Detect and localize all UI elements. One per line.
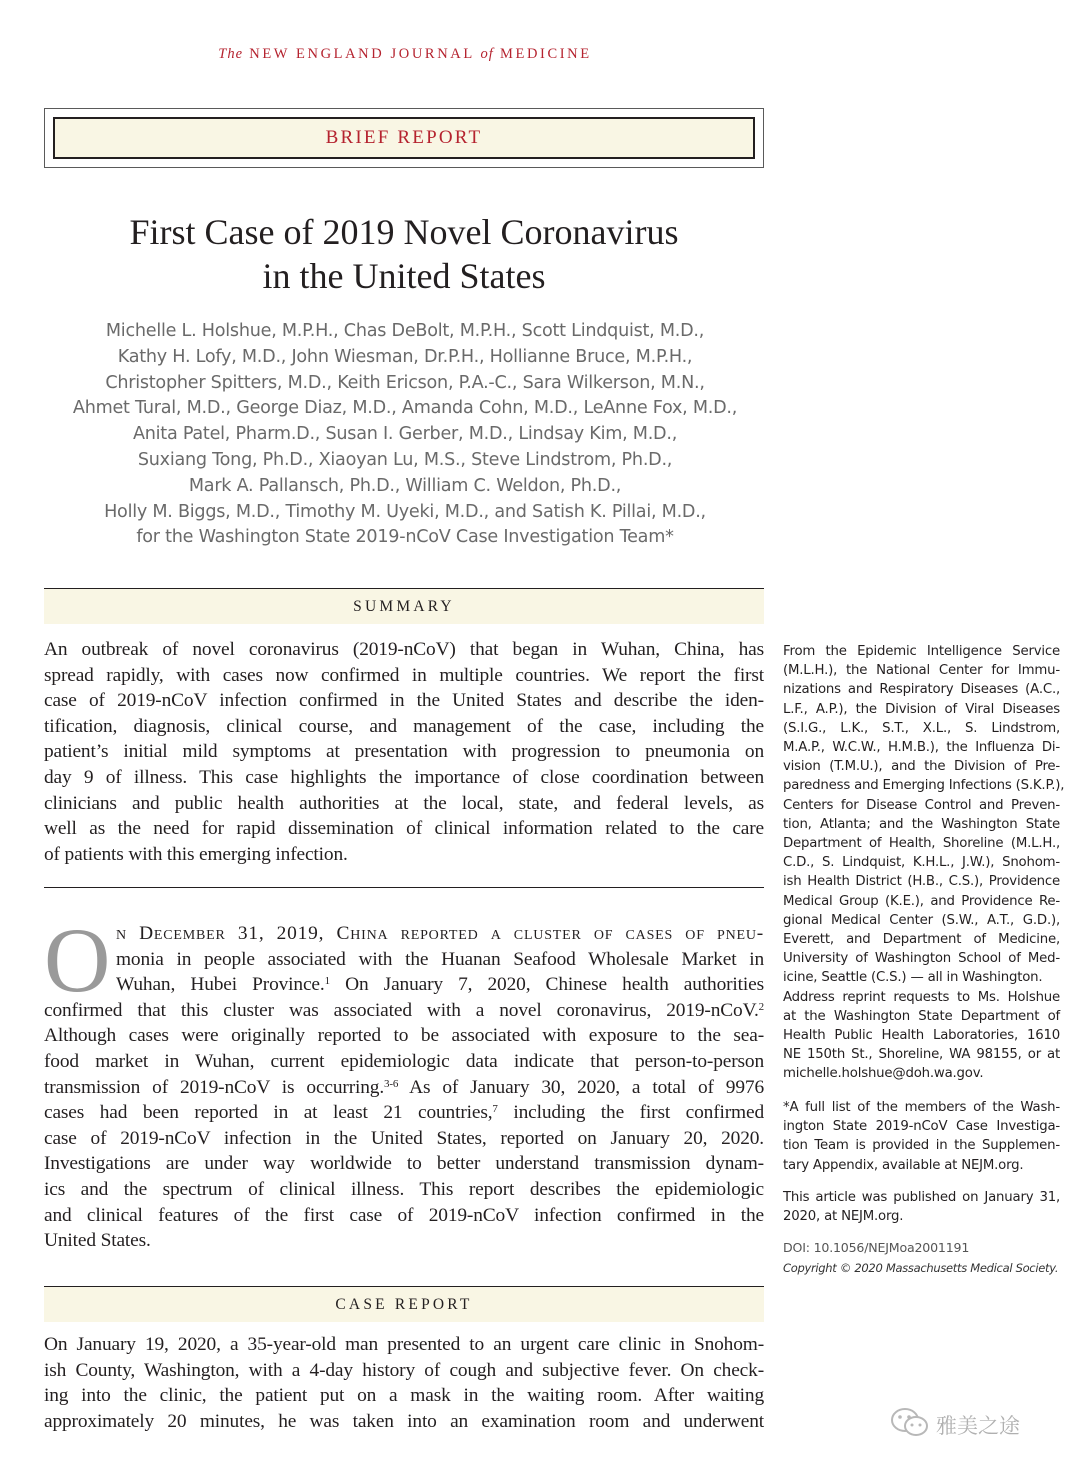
author-line: Holly M. Biggs, M.D., Timothy M. Uyeki, M.D., and Satish K. Pillai, M.D., [104, 501, 706, 522]
affiliation-line: (M.L.H.), the National Center for Immu- [783, 663, 1060, 679]
summary-line: day 9 of illness. This case highlights the importance of close coordination between [44, 766, 764, 788]
team-note-line: tary Appendix, available at NEJM.org. [783, 1157, 1024, 1173]
journal-name-part1: NEW ENGLAND JOURNAL [249, 46, 475, 62]
affiliation-line: paredness and Emerging Infections (S.K.P.), [783, 778, 1065, 794]
summary-text [44, 637, 764, 867]
intro-text: As of January 30, 2020, a total of 9976 [398, 1076, 764, 1098]
reference-marker: 2 [758, 1000, 764, 1013]
author-line: for the Washington State 2019-nCoV Case Investigation Team* [136, 527, 674, 548]
affiliations-note [783, 642, 1065, 1084]
affiliation-line: Centers for Disease Control and Preven- [783, 797, 1060, 813]
report-type-box [44, 108, 764, 168]
reprint-line: NE 150th St., Shoreline, WA 98155, or at [783, 1047, 1060, 1063]
affiliation-line: icine, Seattle (C.S.) — all in Washington. [783, 970, 1043, 986]
affiliation-line: Medical Group (K.E.), and Providence Re- [783, 893, 1060, 909]
team-note-line: *A full list of the members of the Wash- [783, 1100, 1060, 1115]
publication-note [783, 1188, 1060, 1226]
intro-line [44, 1075, 764, 1101]
reprint-line: at the Washington State Department of [783, 1008, 1060, 1024]
author-line: Kathy H. Lofy, M.D., John Wiesman, Dr.P.H., Hollianne Bruce, M.P.H., [117, 346, 693, 367]
intro-line: Although cases were originally reported to be associated with exposure to the sea- [44, 1025, 764, 1047]
affiliation-line: Everett, and Department of Medicine, [783, 932, 1060, 948]
affiliation-line: nizations and Respiratory Diseases (A.C., [783, 682, 1060, 698]
publication-line: 2020, at NEJM.org. [783, 1209, 904, 1225]
author-line: Mark A. Pallansch, Ph.D., William C. Weldon, Ph.D., [188, 475, 622, 496]
intro-text: confirmed that this cluster was associated with a novel coronavirus, 2019-nCoV. [44, 999, 759, 1021]
intro-line: Investigations are under way worldwide to better understand transmission dynam- [44, 1153, 764, 1175]
reference-marker: 1 [324, 975, 330, 988]
affiliation-line: (S.I.G., L.K., S.T., X.L., S. Lindstrom, [783, 720, 1060, 736]
intro-text: On January 7, 2020, Chinese health authorities [329, 974, 764, 996]
affiliation-line: C.D., S. Lindquist, K.H.L., J.W.), Snohom- [783, 855, 1060, 871]
summary-line: tification, diagnosis, clinical course, and management of the case, including the [44, 715, 764, 737]
case-report-line: ing into the clinic, the patient put on a mask in the waiting room. After waiting [44, 1385, 764, 1407]
intro-first-words: n December 31, 2019, China reported a cluster of cases of pneu- [116, 923, 764, 944]
reference-marker: 7 [492, 1103, 498, 1116]
summary-line: patient’s initial mild symptoms at presentation with progression to pneumonia on [44, 741, 764, 763]
affiliation-line: ish Health District (H.B., C.S.), Providence [783, 874, 1060, 890]
case-report-line: approximately 20 minutes, he was taken into an examination room and underwent [44, 1410, 764, 1432]
watermark-text: 雅美之途 [936, 1414, 1020, 1438]
intro-line: food market in Wuhan, current epidemiologic data indicate that person-to-person [44, 1050, 764, 1072]
affiliation-line: University of Washington School of Med- [783, 951, 1060, 967]
journal-name-part2: MEDICINE [500, 46, 592, 62]
affiliation-line: vision (T.M.U.), and the Division of Pre- [783, 759, 1060, 775]
intro-line [44, 1100, 764, 1126]
intro-text: cases had been reported in at least 21 countries, [44, 1102, 493, 1124]
intro-paragraph [44, 909, 764, 1254]
intro-line: United States. [44, 1230, 151, 1252]
summary-line: An outbreak of novel coronavirus (2019-nCoV) that began in Wuhan, China, has [44, 639, 764, 660]
case-report-line: On January 19, 2020, a 35-year-old man presented to an urgent care clinic in Snohom- [44, 1334, 764, 1355]
intro-line: monia in people associated with the Huanan Seafood Wholesale Market in [116, 948, 764, 970]
intro-line [44, 998, 764, 1024]
author-line: Ahmet Tural, M.D., George Diaz, M.D., Amanda Cohn, M.D., LeAnne Fox, M.D., [72, 398, 738, 419]
reprint-line: Address reprint requests to Ms. Holshue [783, 989, 1060, 1005]
intro-line: ics and the spectrum of clinical illness. This report describes the epidemiologic [44, 1178, 764, 1200]
watermark [890, 1405, 1060, 1445]
case-report-line: ish County, Washington, with a 4-day history of cough and subjective fever. On check- [44, 1359, 764, 1381]
drop-cap: O [44, 909, 111, 1011]
intro-text: Wuhan, Hubei Province. [116, 974, 325, 996]
summary-line: clinicians and public health authorities at the local, state, and federal levels, as [44, 792, 764, 814]
doi[interactable]: DOI: 10.1056/NEJMoa2001191 [783, 1240, 970, 1255]
author-line: Anita Patel, Pharm.D., Susan I. Gerber, M.D., Lindsay Kim, M.D., [132, 424, 678, 445]
summary-bottom-rule [44, 887, 764, 888]
journal-of: of [480, 46, 494, 62]
affiliation-line: L.F., A.P.), the Division of Viral Diseases [783, 701, 1060, 717]
journal-the: The [218, 46, 244, 62]
affiliation-line: Department of Health, Shoreline (M.L.H., [783, 836, 1060, 852]
team-note [783, 1098, 1060, 1175]
affiliation-line: tion, Atlanta; and the Washington State [783, 816, 1060, 832]
report-type-label: BRIEF REPORT [53, 117, 755, 159]
reprint-email[interactable]: michelle.holshue@doh.wa.gov. [783, 1066, 984, 1082]
summary-line: spread rapidly, with cases now confirmed in multiple countries. We report the first [44, 664, 764, 686]
article-title [44, 210, 764, 298]
affiliation-line: M.A.P., W.C.W., H.M.B.), the Influenza Di- [783, 740, 1060, 756]
affiliation-line: From the Epidemic Intelligence Service [783, 644, 1060, 659]
title-line: First Case of 2019 Novel Coronavirus [129, 212, 679, 252]
publication-line: This article was published on January 31, [783, 1190, 1060, 1205]
author-line: Suxiang Tong, Ph.D., Xiaoyan Lu, M.S., Steve Lindstrom, Ph.D., [137, 449, 673, 470]
team-note-line: ington State 2019-nCoV Case Investiga- [783, 1119, 1060, 1135]
case-report-text [44, 1332, 764, 1434]
summary-line: of patients with this emerging infection. [44, 843, 348, 865]
summary-line: case of 2019-nCoV infection confirmed in the United States and describe the iden- [44, 690, 764, 712]
title-line: in the United States [262, 256, 546, 296]
reference-marker: 3-6 [384, 1077, 399, 1090]
case-report-heading: CASE REPORT [44, 1286, 764, 1322]
wechat-icon [890, 1406, 930, 1445]
reprint-line: Health Public Health Laboratories, 1610 [783, 1028, 1060, 1044]
summary-line: well as the need for rapid dissemination of clinical information related to the care [44, 818, 764, 840]
author-line: Christopher Spitters, M.D., Keith Ericson, P.A.-C., Sara Wilkerson, M.N., [105, 372, 705, 393]
team-note-line: tion Team is provided in the Supplemen- [783, 1138, 1060, 1154]
author-line: Michelle L. Holshue, M.P.H., Chas DeBolt, M.P.H., Scott Lindquist, M.D., [105, 321, 705, 341]
intro-text: including the first confirmed [497, 1102, 764, 1124]
copyright: Copyright © 2020 Massachusetts Medical Society. [783, 1261, 1059, 1275]
affiliation-line: gional Medical Center (S.W., A.T., G.D.), [783, 912, 1060, 928]
intro-text: transmission of 2019-nCoV is occurring. [44, 1076, 385, 1098]
intro-line: case of 2019-nCoV infection in the United States, reported on January 20, 2020. [44, 1127, 764, 1149]
journal-header [0, 46, 810, 63]
intro-line: and clinical features of the first case of 2019-nCoV infection confirmed in the [44, 1204, 764, 1226]
author-list [30, 319, 780, 551]
intro-line [44, 921, 764, 947]
summary-heading: SUMMARY [44, 588, 764, 624]
intro-line [44, 972, 764, 998]
